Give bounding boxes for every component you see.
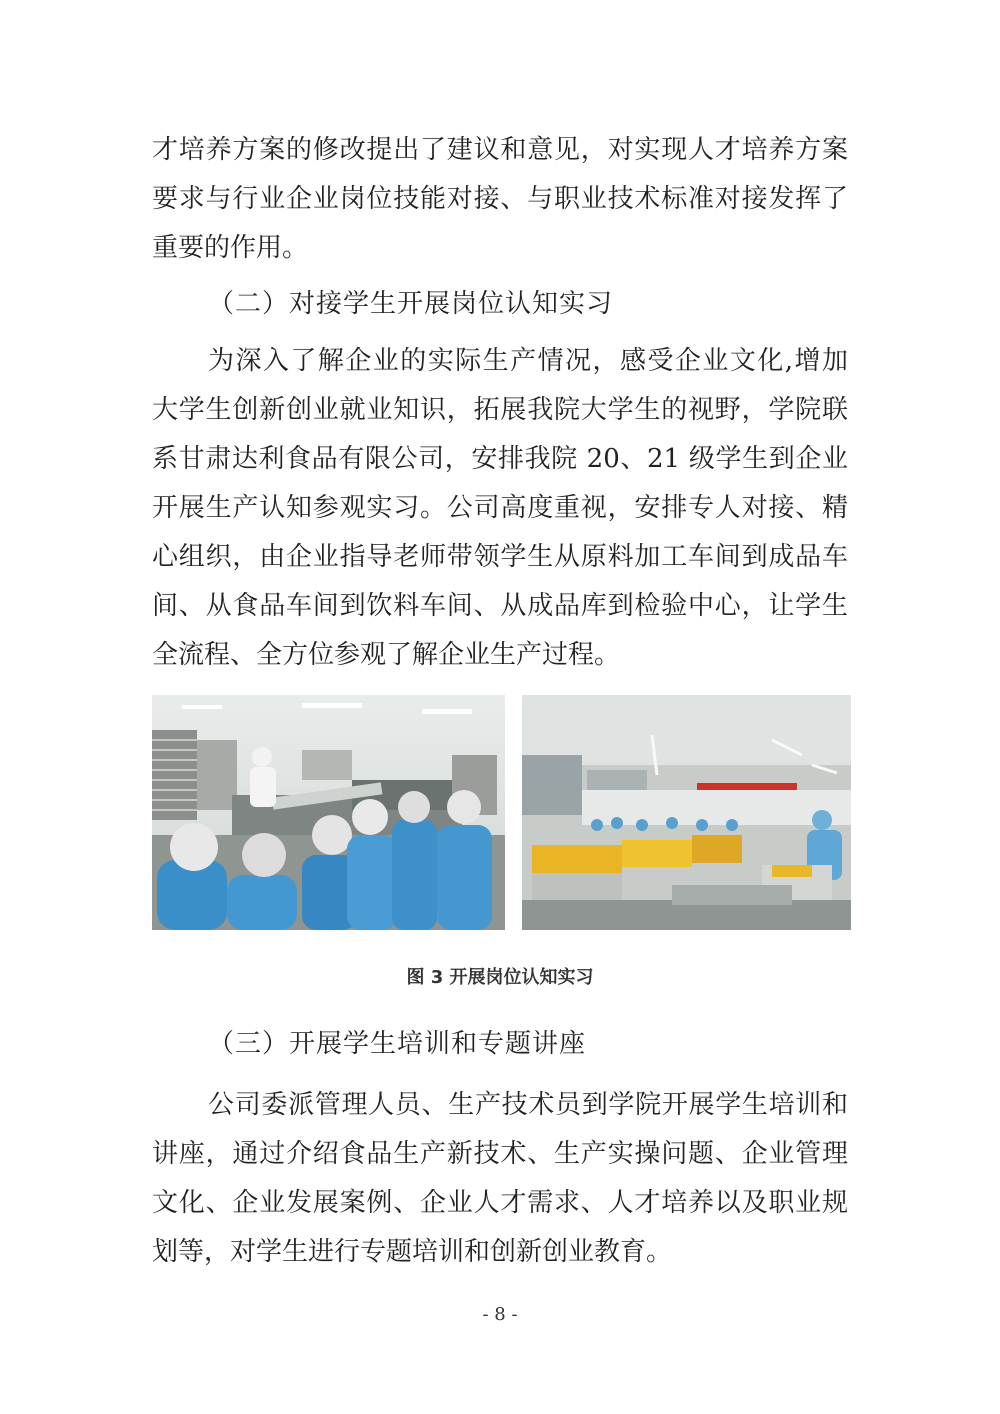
paragraph-line: 才培养方案的修改提出了建议和意见，对实现人才培养方案 — [152, 135, 848, 165]
section-heading-3: （三）开展学生培训和专题讲座 — [208, 1029, 587, 1059]
paragraph-line: 划等，对学生进行专题培训和创新创业教育。 — [152, 1237, 673, 1267]
production-line-photo — [522, 695, 851, 930]
paragraph-line: 文化、企业发展案例、企业人才需求、人才培养以及职业规 — [152, 1188, 848, 1218]
section-heading-2: （二）对接学生开展岗位认知实习 — [208, 289, 614, 319]
paragraph-line: 间、从食品车间到饮料车间、从成品库到检验中心，让学生 — [152, 591, 848, 621]
paragraph-line: 大学生创新创业就业知识，拓展我院大学生的视野，学院联 — [152, 395, 848, 425]
paragraph-line: 要求与行业企业岗位技能对接、与职业技术标准对接发挥了 — [152, 184, 848, 214]
paragraph-line: 重要的作用。 — [152, 233, 309, 263]
workshop-visit-photo-image — [152, 695, 505, 930]
paragraph-line: 公司委派管理人员、生产技术员到学院开展学生培训和 — [208, 1090, 848, 1120]
paragraph-line: 讲座，通过介绍食品生产新技术、生产实操问题、企业管理 — [152, 1139, 848, 1169]
workshop-visit-photo — [152, 695, 505, 930]
figure-caption: 图 3 开展岗位认知实习 — [406, 967, 594, 988]
production-line-photo-image — [522, 695, 851, 930]
paragraph-line: 全流程、全方位参观了解企业生产过程。 — [152, 640, 621, 670]
paragraph-line: 为深入了解企业的实际生产情况，感受企业文化,增加 — [208, 346, 848, 376]
page-number: - 8 - — [482, 1304, 518, 1325]
paragraph-line: 心组织，由企业指导老师带领学生从原料加工车间到成品车 — [152, 542, 848, 572]
paragraph-line: 开展生产认知参观实习。公司高度重视，安排专人对接、精 — [152, 493, 848, 523]
paragraph-line: 系甘肃达利食品有限公司，安排我院 20、21 级学生到企业 — [152, 444, 848, 474]
